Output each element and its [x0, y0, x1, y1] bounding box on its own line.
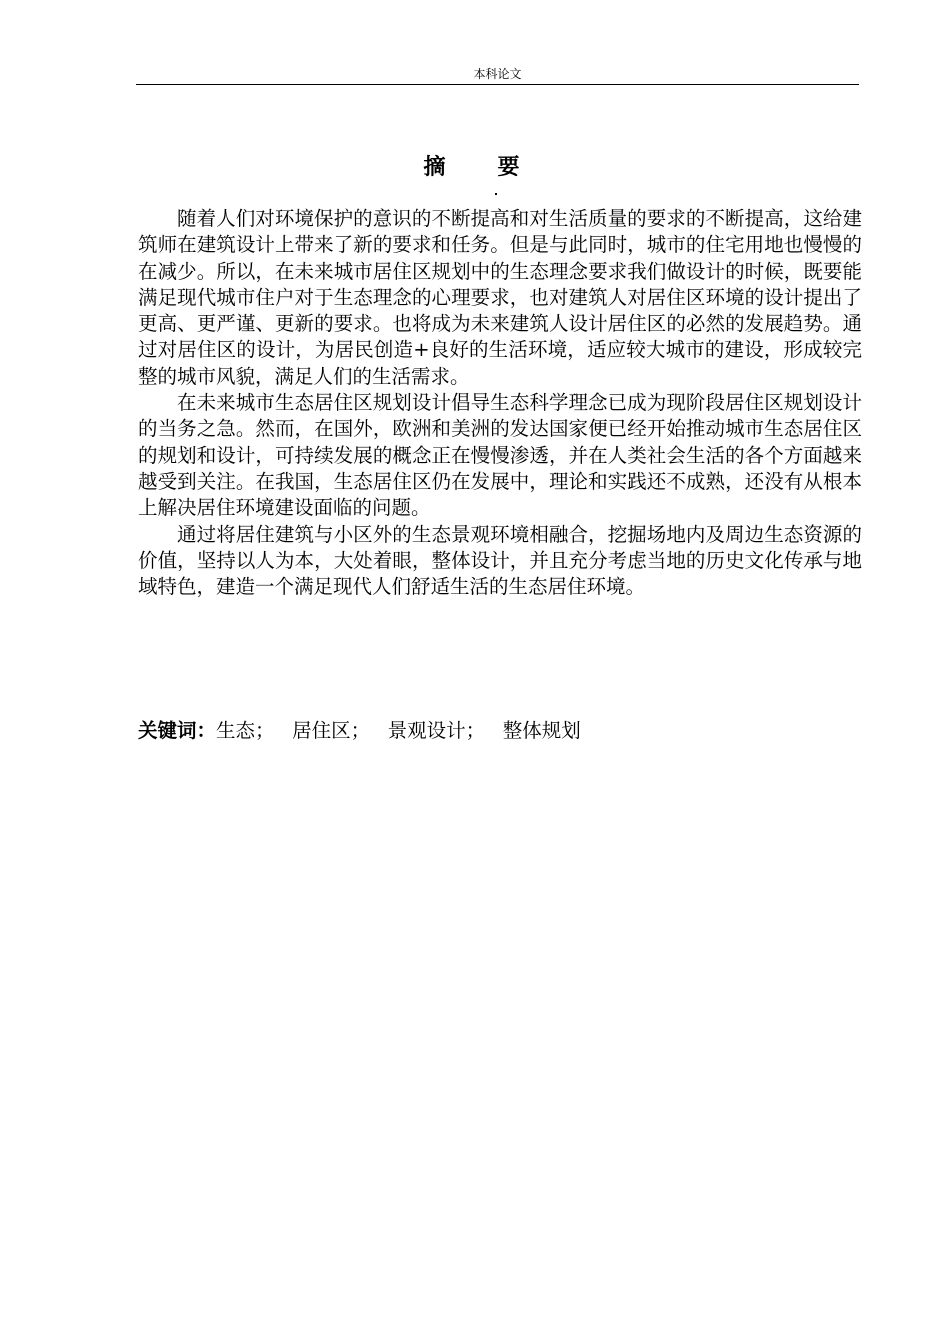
- keyword-item: 生态；: [216, 719, 275, 742]
- abstract-paragraph-1: 随着人们对环境保护的意识的不断提高和对生活质量的要求的不断提高，这给建筑师在建筑设计上带来了新的要求和任务。但是与此同时，城市的住宅用地也慢慢的在减少。所以，在未来城市居住区规划中的生态理念要求我们做设计的时候，既要能满足现代城市住户对于生态理念的心理要求，也对建筑人对居住区环境的设计提出了更高、更严谨、更新的要求。也将成为未来建筑人设计居住区的必然的发展趋势。通过对居住区的设计，为居民创造+良好的生活环境，适应较大城市的建设，形成较完整的城市风貌，满足人们的生活需求。: [138, 207, 862, 388]
- keywords-label: 关键词：: [138, 719, 217, 742]
- keyword-item: 居住区；: [292, 719, 371, 742]
- keywords-line: [138, 717, 581, 745]
- keyword-item: 整体规划: [502, 719, 581, 742]
- abstract-paragraph-3: 通过将居住建筑与小区外的生态景观环境相融合，挖掘场地内及周边生态资源的价值，坚持以人为本，大处着眼，整体设计，并且充分考虑当地的历史文化传承与地域特色，建造一个满足现代人们舒适生活的生态居住环境。: [138, 522, 862, 599]
- keyword-item: 景观设计；: [387, 719, 486, 742]
- running-header: [136, 64, 859, 85]
- abstract-title: 摘要: [423, 155, 572, 180]
- stray-dot-mark: [495, 193, 497, 195]
- running-title: 本科论文: [473, 67, 522, 81]
- abstract-body: [138, 206, 862, 600]
- abstract-paragraph-2: 在未来城市生态居住区规划设计倡导生态科学理念已成为现阶段居住区规划设计的当务之急。然而，在国外，欧洲和美洲的发达国家便已经开始推动城市生态居住区的规划和设计，可持续发展的概念正在慢慢渗透，并在人类社会生活的各个方面越来越受到关注。在我国，生态居住区仍在发展中，理论和实践还不成熟，还没有从根本上解决居住环境建设面临的问题。: [138, 391, 862, 520]
